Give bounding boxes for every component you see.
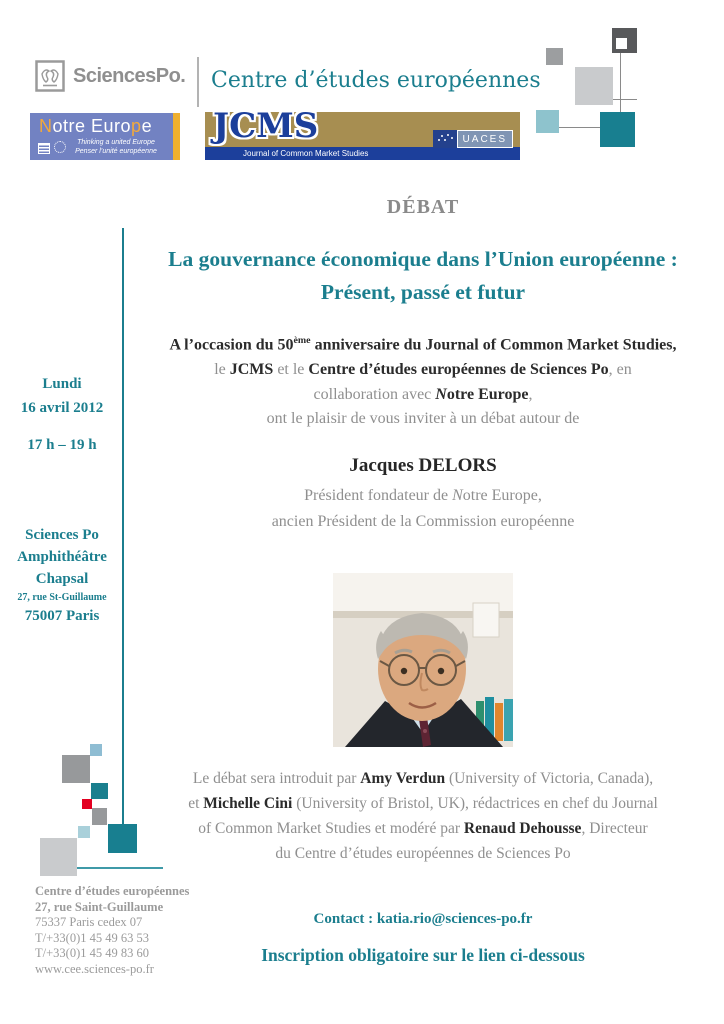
event-date: 16 avril 2012 (20, 400, 104, 416)
notre-europe-tagline-fr: Penser l’unité européenne (75, 147, 157, 155)
motif-line-horizontal-bottom (77, 867, 163, 869)
footer-line-city: 75337 Paris cedex 07 (35, 915, 143, 929)
sidebar-venue-block (6, 524, 118, 627)
footer-line-phone2: T/+33(0)1 45 49 83 60 (35, 946, 149, 960)
footer-line-street: 27, rue Saint-Guillaume (35, 899, 164, 914)
footer-line-org: Centre d’études européennes (35, 884, 190, 898)
venue-street: 27, rue St-Guillaume (17, 592, 107, 603)
jcms-wordmark: JCMS (213, 106, 319, 146)
deco-square-gray-big (40, 838, 77, 876)
event-day: Lundi (42, 376, 82, 392)
notre-europe-flag-icon (38, 143, 50, 154)
jcms-banner (205, 106, 520, 160)
event-title (122, 243, 724, 309)
venue-hall-line1: Amphithéâtre (17, 549, 107, 565)
debate-paragraph: Le débat sera introduit par Amy Verdun (University of Victoria, Canada), et Michelle Cini (University of Bristol, UK), rédactrices en chef du Journal of Common Market Studies et modéré par Renaud Dehousse, Directeur du Centre d’études européennes de Sciences Po (188, 770, 658, 862)
speaker-role-line1: Président fondateur de Notre Europe, (304, 487, 542, 504)
deco-square-teal-mid (91, 783, 108, 799)
deco-square-gray-1 (62, 755, 90, 783)
footer-address (35, 884, 189, 977)
uaces-logo (433, 130, 513, 148)
venue-name: Sciences Po (25, 527, 99, 543)
footer-line-phone1: T/+33(0)1 45 49 63 53 (35, 930, 149, 945)
header-divider (197, 57, 199, 107)
deco-square-sky-blue (90, 744, 102, 756)
venue-city: 75007 Paris (24, 608, 100, 624)
speaker-role-line2: ancien Président de la Commission européenne (271, 513, 575, 530)
deco-square-teal-big (108, 824, 137, 853)
center-name-title: Centre d’études européennes (211, 68, 541, 93)
invitation-closing: ont le plaisir de vous inviter à un débat autour de (266, 410, 580, 427)
uaces-wordmark: UACES (457, 130, 513, 148)
deco-square-red (82, 799, 92, 809)
uaces-stars-icon (433, 130, 457, 148)
deco-square-gray-large (575, 67, 613, 105)
footer-website[interactable]: www.cee.sciences-po.fr (35, 961, 154, 976)
jcms-full-name: Journal of Common Market Studies (243, 149, 369, 158)
sidebar-date-block (6, 372, 118, 420)
notre-europe-stars-circle-icon (54, 141, 66, 153)
motif-line-horizontal-2 (559, 127, 601, 128)
event-time: 17 h – 19 h (27, 437, 97, 453)
deco-square-white-inner (616, 38, 627, 49)
event-title-line1: La gouvernance économique dans l’Union européenne : (168, 247, 678, 271)
sciencespo-emblem-icon (35, 60, 65, 92)
sciencespo-wordmark: SciencesPo. (73, 64, 186, 87)
registration-note: Inscription obligatoire sur le lien ci-dessous (261, 945, 585, 965)
deco-square-light-teal (536, 110, 559, 133)
notre-europe-logo (30, 113, 180, 160)
notre-europe-tagline-en: Thinking a united Europe (77, 139, 155, 146)
invitation-paragraph: A l’occasion du 50ème anniversaire du Journal of Common Market Studies, le JCMS et le Centre d’études européennes de Sciences Po, en collaboration avec Notre Europe, (169, 335, 677, 404)
notre-europe-tagline (66, 139, 166, 156)
sciencespo-logo (35, 60, 185, 92)
deco-square-light-blue (78, 826, 90, 838)
vertical-rule (122, 228, 124, 840)
notre-europe-wordmark: Notre Europe (39, 116, 153, 136)
notre-europe-yellow-stripe (173, 113, 180, 160)
event-title-line2: Présent, passé et futur (320, 280, 526, 304)
speaker-photo (333, 573, 513, 747)
deco-square-gray-2 (92, 808, 107, 825)
contact-email[interactable]: katia.rio@sciences-po.fr (376, 911, 533, 927)
contact-label: Contact : (313, 911, 377, 927)
speaker-name: Jacques DELORS (349, 455, 497, 476)
venue-hall-line2: Chapsal (35, 571, 89, 587)
deco-square-gray-small (546, 48, 563, 65)
contact-line (122, 911, 724, 928)
event-kicker: DÉBAT (386, 196, 460, 218)
deco-square-teal (600, 112, 635, 147)
